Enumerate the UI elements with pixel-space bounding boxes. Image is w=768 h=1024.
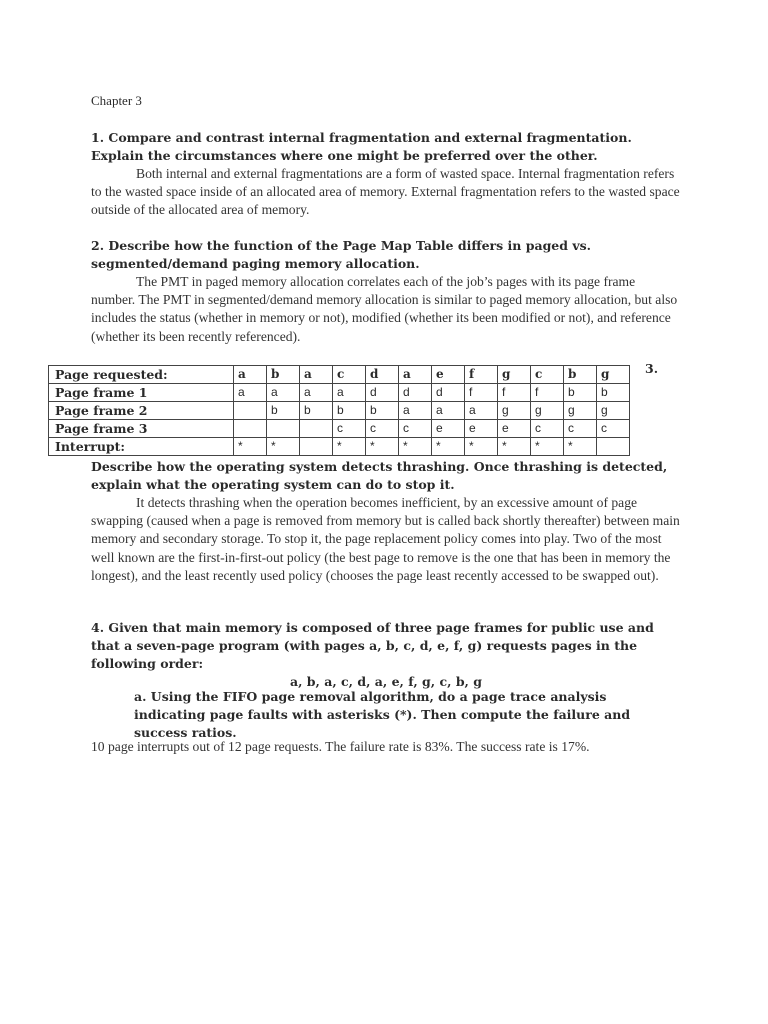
table-row [49,420,630,438]
table-cell: b [300,402,333,420]
table-cell: * [564,438,597,456]
table-cell: * [432,438,465,456]
table-cell: a [432,402,465,420]
table-cell: c [333,420,366,438]
question-1: 1. Compare and contrast internal fragmentation and external fragmentation. Explain the circumstances where one might be preferred over the other. [91,130,632,163]
table-cell: e [432,420,465,438]
question-2: 2. Describe how the function of the Page Map Table differs in paged vs. segmented/demand paging memory allocation. [91,238,591,271]
table-row [49,366,630,384]
table-cell: g [531,402,564,420]
table-cell: e [432,366,465,384]
table-cell: b [366,402,399,420]
table-cell: g [498,402,531,420]
table-cell: * [531,438,564,456]
table-cell: b [564,384,597,402]
table-cell [234,402,267,420]
table-cell: b [597,384,630,402]
question-2-section [91,237,681,346]
table-cell: * [465,438,498,456]
question-3-section [91,458,681,585]
table-cell: b [333,402,366,420]
answer-2: The PMT in paged memory allocation correlates each of the job’s pages with its page frame number. The PMT in segmented/demand memory allocation is similar to paged memory allocation, but also includes the status (whether in memory or not), modified (whether its been modified or not), and reference (whether its been recently referenced). [91,274,678,344]
table-cell [267,420,300,438]
table-cell: b [564,366,597,384]
row-label: Interrupt: [49,438,234,456]
table-cell: a [300,366,333,384]
table-cell: c [597,420,630,438]
question-4-section [91,619,681,691]
table-cell: a [234,366,267,384]
question-1-section [91,129,681,220]
table-cell: * [399,438,432,456]
question-4: 4. Given that main memory is composed of three page frames for public use and that a seven-page program (with pages a, b, c, d, e, f, g) requests pages in the following order: [91,620,654,671]
table-cell: a [300,384,333,402]
answer-4a-section [91,738,691,756]
table-cell: a [234,384,267,402]
page-trace-table [48,365,630,456]
chapter-heading: Chapter 3 [91,93,142,108]
table-cell: c [531,420,564,438]
table-cell: c [333,366,366,384]
table-cell: f [531,384,564,402]
table-cell [300,420,333,438]
table-cell [300,438,333,456]
table-cell: a [333,384,366,402]
question-4a-section [134,688,679,742]
question-4a: a. Using the FIFO page removal algorithm, do a page trace analysis indicating page faults with asterisks (*). Then compute the failure and success ratios. [134,689,631,740]
table-cell: b [267,402,300,420]
table-cell [597,438,630,456]
table-cell: a [267,384,300,402]
question-3: Describe how the operating system detects thrashing. Once thrashing is detected, explain what the operating system can do to stop it. [91,459,668,492]
answer-4a: 10 page interrupts out of 12 page requests. The failure rate is 83%. The success rate is 17%. [91,739,590,754]
table-cell: d [432,384,465,402]
table-cell [234,420,267,438]
table-cell: d [366,384,399,402]
request-sequence: a, b, a, c, d, a, e, f, g, c, b, g [289,674,483,689]
table-row [49,402,630,420]
table-cell: g [597,402,630,420]
question-3-number: 3. [645,361,659,376]
table-cell: * [366,438,399,456]
table-cell: a [399,366,432,384]
row-label: Page requested: [49,366,234,384]
table-cell: c [531,366,564,384]
table-cell: e [465,420,498,438]
table-row [49,384,630,402]
row-label: Page frame 3 [49,420,234,438]
table-cell: g [498,366,531,384]
table-cell: e [498,420,531,438]
row-label: Page frame 2 [49,402,234,420]
table-cell: * [234,438,267,456]
table-cell: f [465,384,498,402]
table-cell: d [366,366,399,384]
table-cell: * [498,438,531,456]
table-cell: g [564,402,597,420]
table-cell: g [597,366,630,384]
row-label: Page frame 1 [49,384,234,402]
table-cell: f [465,366,498,384]
table-cell: a [465,402,498,420]
table-cell: c [399,420,432,438]
table-cell: b [267,366,300,384]
table-cell: * [267,438,300,456]
table-row [49,438,630,456]
table-cell: d [399,384,432,402]
answer-3: It detects thrashing when the operation becomes inefficient, by an excessive amount of page swapping (caused when a page is removed from memory but is called back shortly thereafter) between main memory and secondary storage. To stop it, the page replacement policy comes into play. Two of the most well known are the first-in-first-out policy (the best page to remove is the one that has been in memory the longest), and the least recently used policy (chooses the page least recently accessed to be swapped out). [91,495,680,583]
table-cell: c [564,420,597,438]
table-cell: * [333,438,366,456]
table-cell: f [498,384,531,402]
table-cell: a [399,402,432,420]
table-cell: c [366,420,399,438]
answer-1: Both internal and external fragmentations are a form of wasted space. Internal fragmentation refers to the wasted space inside of an allocated area of memory. External fragmentation refers to the wasted space outside of the allocated area of memory. [91,166,680,218]
